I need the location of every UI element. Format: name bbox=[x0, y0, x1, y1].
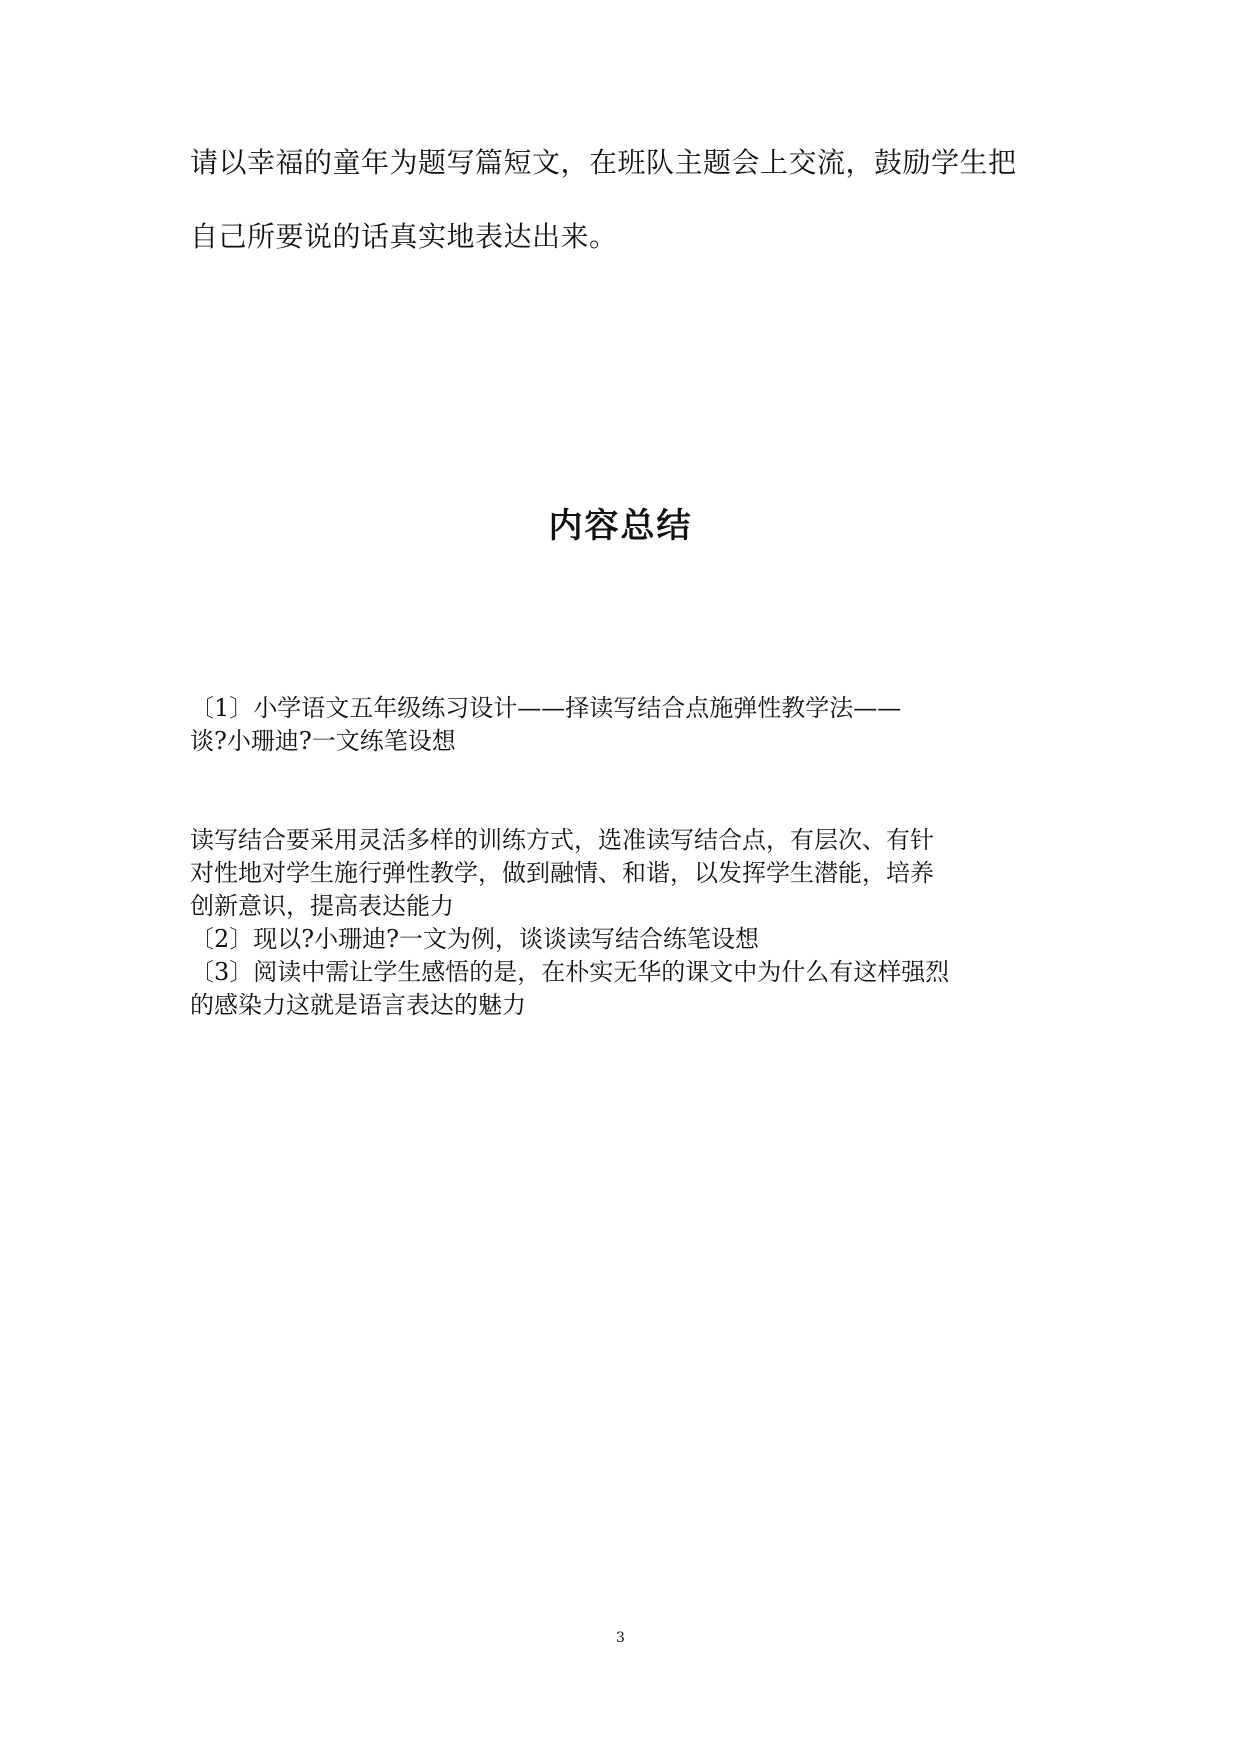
summary-block-2-line-5: 〔3〕阅读中需让学生感悟的是，在朴实无华的课文中为什么有这样强烈 bbox=[190, 958, 950, 986]
summary-block-2-line-2: 对性地对学生施行弹性教学，做到融情、和谐，以发挥学生潜能，培养 bbox=[190, 859, 934, 887]
summary-block-2 bbox=[190, 824, 1070, 1022]
summary-section bbox=[190, 692, 1070, 1022]
summary-block-2-line-1: 读写结合要采用灵活多样的训练方式，选准读写结合点，有层次、有针 bbox=[190, 826, 934, 854]
summary-block-2-line-3: 创新意识，提高表达能力 bbox=[190, 892, 454, 920]
summary-title: 内容总结 bbox=[548, 506, 693, 546]
summary-block-1-line-1: 〔1〕小学语文五年级练习设计——择读写结合点施弹性教学法—— bbox=[190, 694, 902, 722]
summary-block-2-line-4: 〔2〕现以?小珊迪?一文为例，谈谈读写结合练笔设想 bbox=[190, 925, 760, 953]
intro-line-2: 自己所要说的话真实地表达出来。 bbox=[190, 220, 618, 253]
intro-paragraph bbox=[190, 148, 1070, 252]
intro-line-1: 请以幸福的童年为题写篇短文，在班队主题会上交流，鼓励学生把 bbox=[190, 146, 1017, 179]
summary-block-1 bbox=[190, 692, 1070, 758]
summary-block-2-line-6: 的感染力这就是语言表达的魅力 bbox=[190, 991, 526, 1019]
page-number: 3 bbox=[616, 1630, 625, 1646]
summary-block-1-line-2: 谈?小珊迪?一文练笔设想 bbox=[190, 727, 456, 755]
